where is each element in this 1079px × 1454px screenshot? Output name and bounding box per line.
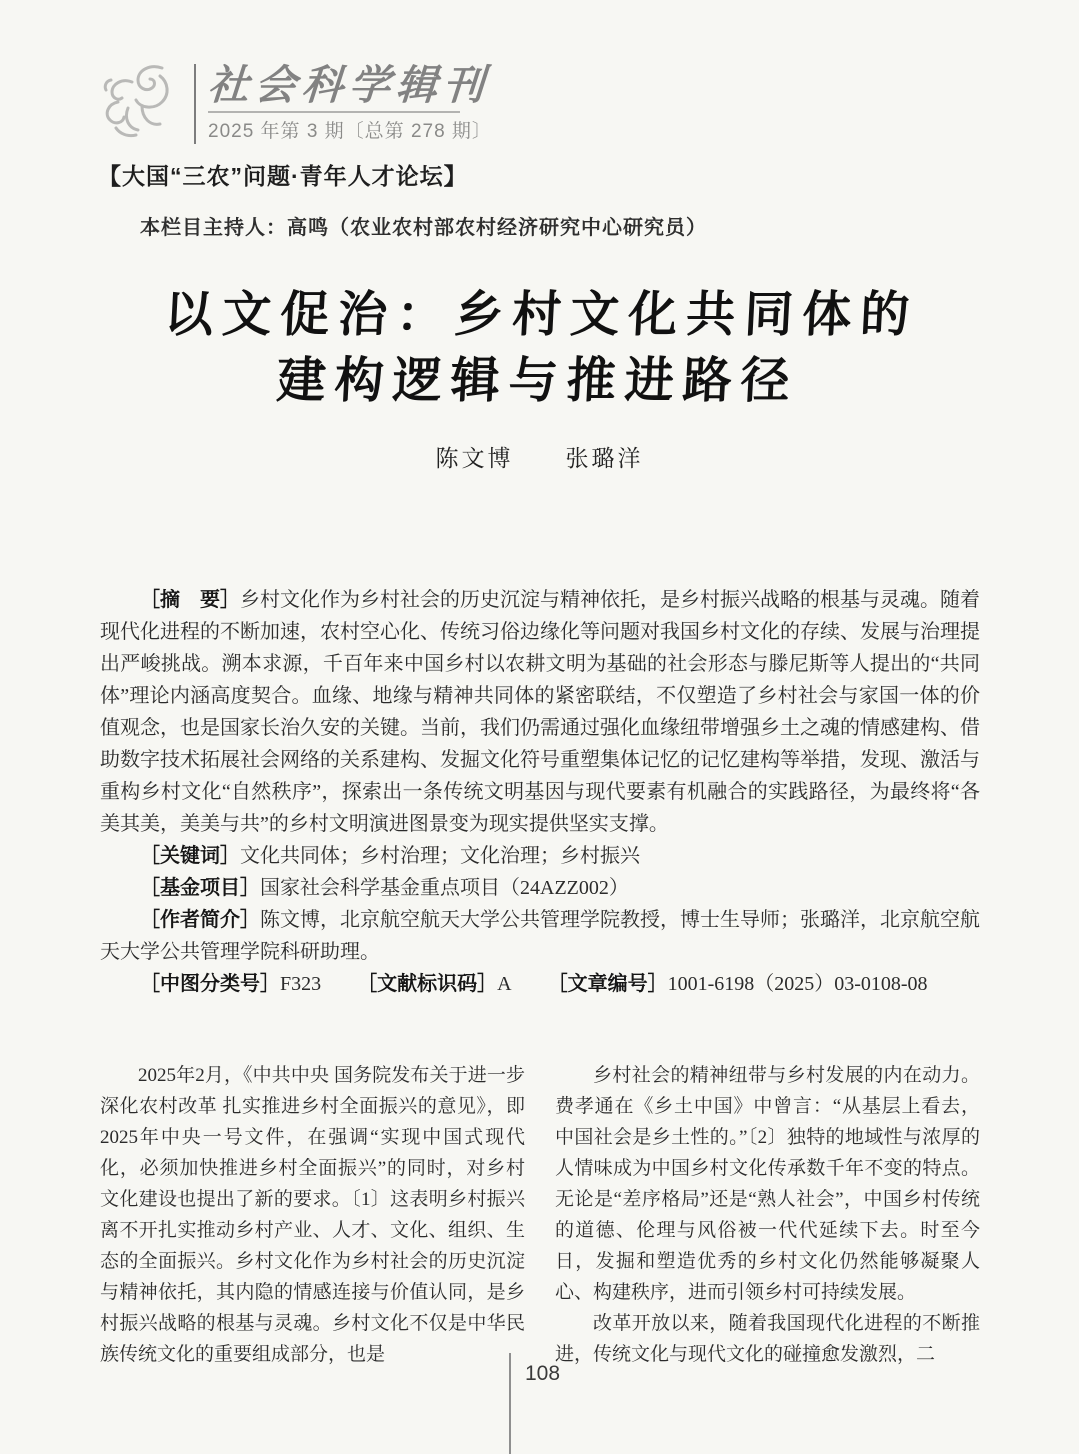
keywords-line: [100, 840, 980, 872]
fund-line: [100, 872, 980, 904]
footer-divider: [509, 1353, 511, 1454]
article-id-label: ［文章编号］: [547, 973, 668, 995]
body-paragraph: 2025年2月，《中共中央 国务院发布关于进一步深化农村改革 扎实推进乡村全面振兴的意见》，即2025年中央一号文件，在强调“实现中国式现代化，必须加快推进乡村全面振兴”的同时，对乡村文化建设也提出了新的要求。〔1〕这表明乡村振兴离不开扎实推动乡村产业、人才、文化、组织、生态的全面振兴。乡村文化作为乡村社会的历史沉淀与精神依托，其内隐的情感连接与价值认同，是乡村振兴战略的根基与灵魂。乡村文化不仅是中华民族传统文化的重要组成部分，也是: [100, 1065, 525, 1365]
doc-code-value: A: [497, 973, 512, 995]
article-id-value: 1001-6198（2025）03-0108-08: [667, 973, 928, 995]
abstract-text: 乡村文化作为乡村社会的历史沉淀与精神依托，是乡村振兴战略的根基与灵魂。随着现代化进程的不断加速，农村空心化、传统习俗边缘化等问题对我国乡村文化的存续、发展与治理提出严峻挑战。溯本求源，千百年来中国乡村以农耕文明为基础的社会形态与滕尼斯等人提出的“共同体”理论内涵高度契合。血缘、地缘与精神共同体的紧密联结，不仅塑造了乡村社会与家国一体的价值观念，也是国家长治久安的关键。当前，我们仍需通过强化血缘纽带增强乡土之魂的情感建构、借助数字技术拓展社会网络的关系建构、发掘文化符号重塑集体记忆的记忆建构等举措，发现、激活与重构乡村文化“自然秩序”，探索出一条传统文明基因与现代要素有机融合的实践路径，为最终将“各美其美，美美与共”的乡村文明演进图景变为现实提供坚实支撑。: [100, 589, 980, 835]
authors: 陈文博 张璐洋: [435, 446, 644, 471]
author-bio-text: 陈文博，北京航空航天大学公共管理学院教授，博士生导师；张璐洋，北京航空航天大学公共管理学院科研助理。: [100, 909, 980, 963]
author-bio-label: ［作者简介］: [140, 909, 260, 931]
author-bio-line: [100, 904, 980, 968]
section-heading: 【大国“三农”问题·青年人才论坛】: [98, 163, 468, 189]
journal-name: 社会科学辑刊: [206, 61, 492, 109]
page-number: 108: [525, 1362, 561, 1385]
classification-line: [100, 968, 980, 1000]
article-title-line1: 以文促治：乡村文化共同体的: [162, 287, 920, 342]
issue-line: 2025 年第 3 期〔总第 278 期〕: [208, 121, 492, 142]
abstract: [100, 584, 980, 840]
abstract-label: ［摘 要］: [140, 589, 240, 611]
column-host-line: 本栏目主持人：高鸣（农业农村部农村经济研究中心研究员）: [140, 217, 707, 239]
fund-label: ［基金项目］: [140, 877, 260, 899]
body-columns: [100, 1060, 980, 1370]
masthead-text: [208, 62, 492, 143]
frontmatter: [100, 584, 980, 1000]
body-right-column: [555, 1060, 980, 1370]
body-paragraph: 乡村社会的精神纽带与乡村发展的内在动力。费孝通在《乡土中国》中曾言：“从基层上看去，中国社会是乡土性的。”〔2〕独特的地域性与浓厚的人情味成为中国乡村文化传承数千年不变的特点。无论是“差序格局”还是“熟人社会”，中国乡村传统的道德、伦理与风俗被一代代延续下去。时至今日，发掘和塑造优秀的乡村文化仍然能够凝聚人心、构建秩序，进而引领乡村可持续发展。: [555, 1065, 980, 1303]
masthead: [98, 62, 492, 146]
body-left-column: [100, 1060, 525, 1370]
phoenix-logo-icon: [98, 62, 184, 146]
body-paragraph: 改革开放以来，随着我国现代化进程的不断推进，传统文化与现代文化的碰撞愈发激烈，二: [555, 1313, 980, 1365]
article-title-line2: 建构逻辑与推进路径: [275, 353, 801, 408]
clc-label: ［中图分类号］: [140, 973, 280, 995]
clc-value: F323: [280, 973, 322, 995]
doc-code-label: ［文献标识码］: [357, 973, 498, 995]
fund-text: 国家社会科学基金重点项目（24AZZ002）: [260, 877, 629, 899]
masthead-rule: [208, 111, 460, 113]
article-title: [0, 282, 1079, 414]
masthead-divider: [194, 64, 196, 144]
keywords-text: 文化共同体；乡村治理；文化治理；乡村振兴: [240, 845, 640, 867]
keywords-label: ［关键词］: [140, 845, 240, 867]
